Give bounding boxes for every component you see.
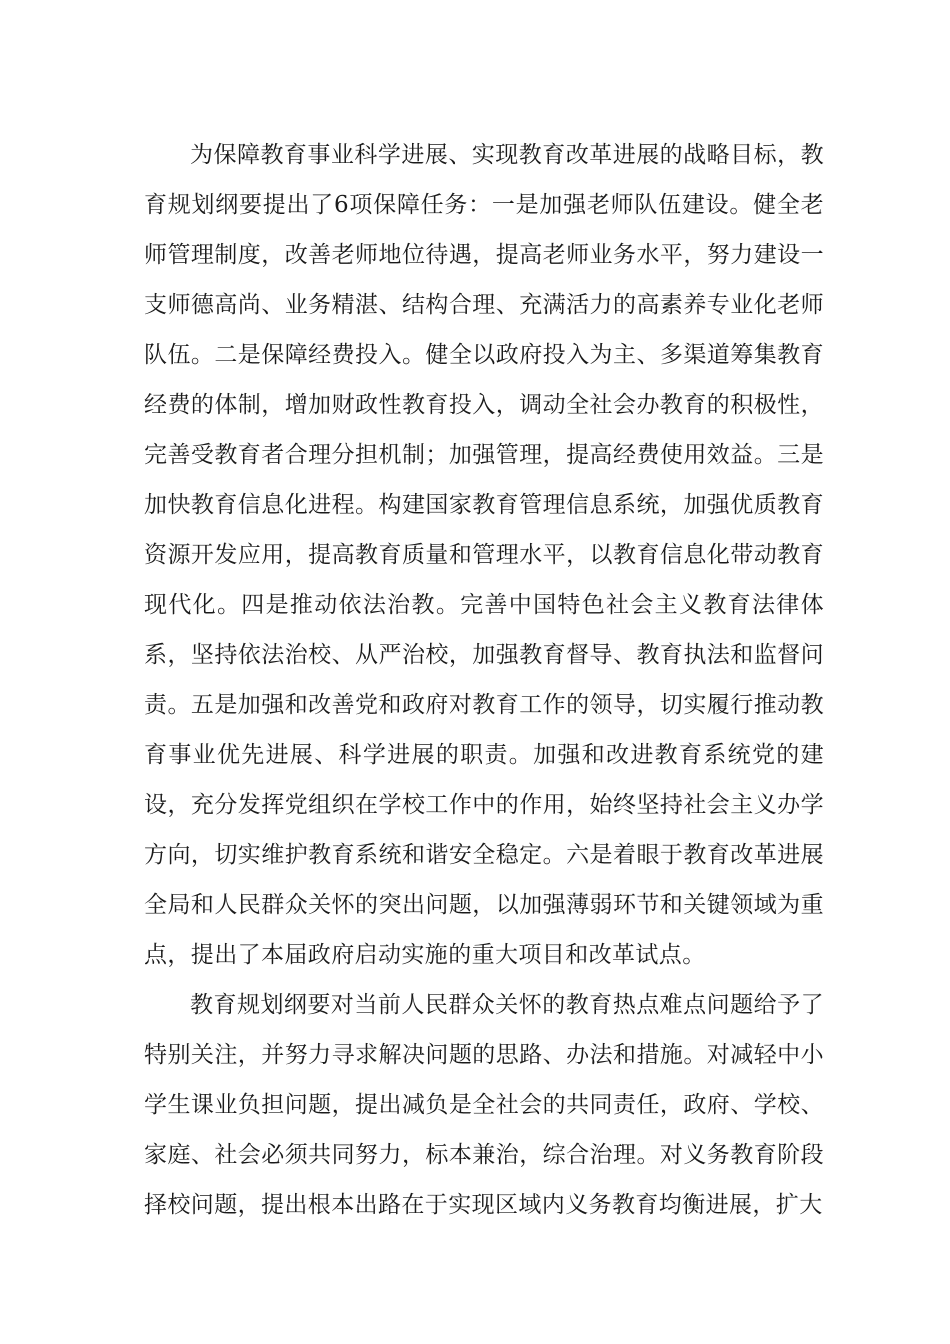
paragraph-1: 为保障教育事业科学进展、实现教育改革进展的战略目标，教育规划纲要提出了6项保障任务：一是加强老师队伍建设。健全老师管理制度，改善老师地位待遇，提高老师业务水平，努力建设一支师德高尚、业务精湛、结构合理、充满活力的高素养专业化老师队伍。二是保障经费投入。健全以政府投入为主、多渠道筹集教育经费的体制，增加财政性教育投入，调动全社会办教育的积极性，完善受教育者合理分担机制；加强管理，提高经费使用效益。三是加快教育信息化进程。构建国家教育管理信息系统，加强优质教育资源开发应用，提高教育质量和管理水平，以教育信息化带动教育现代化。四是推动依法治教。完善中国特色社会主义教育法律体系，坚持依法治校、从严治校，加强教育督导、教育执法和监督问责。五是加强和改善党和政府对教育工作的领导，切实履行推动教育事业优先进展、科学进展的职责。加强和改进教育系统党的建设，充分发挥党组织在学校工作中的作用，始终坚持社会主义办学方向，切实维护教育系统和谐安全稳定。六是着眼于教育改革进展全局和人民群众关怀的突出问题，以加强薄弱环节和关键领域为重点，提出了本届政府启动实施的重大项目和改革试点。 bbox=[144, 142, 824, 968]
document-body bbox=[144, 130, 824, 1230]
paragraph-2: 教育规划纲要对当前人民群众关怀的教育热点难点问题给予了特别关注，并努力寻求解决问题的思路、办法和措施。对减轻中小学生课业负担问题，提出减负是全社会的共同责任，政府、学校、家庭、社会必须共同努力，标本兼治，综合治理。对义务教育阶段择校问题，提出根本出路在于实现区域内义务教育均衡进展，扩大 bbox=[144, 992, 824, 1218]
